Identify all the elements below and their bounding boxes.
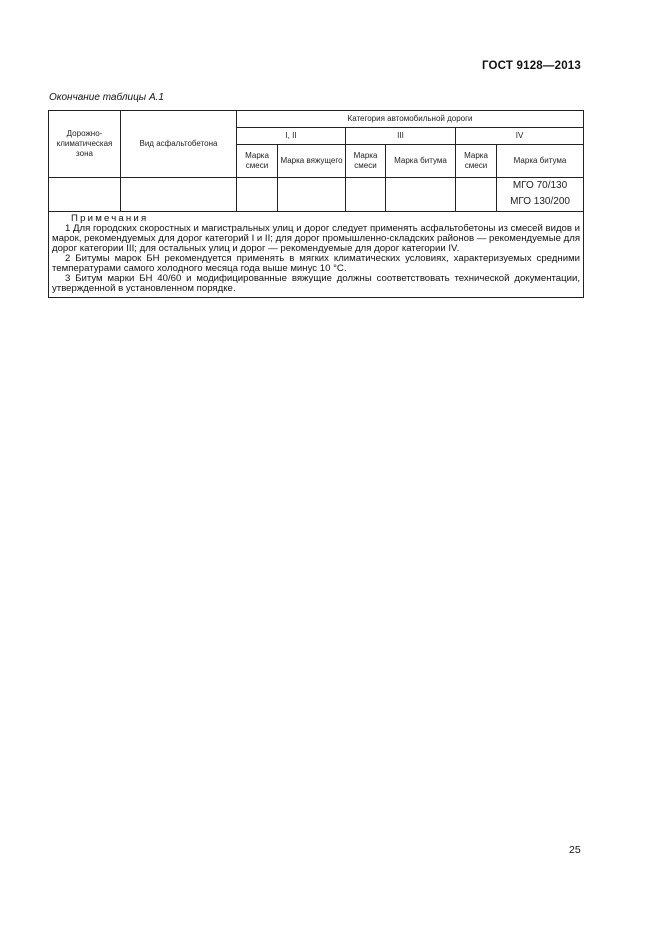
header-asphalt-type: Вид асфальтобетона xyxy=(121,111,237,178)
header-bitumen-grade-1: Марка битума xyxy=(386,145,456,178)
cell-empty xyxy=(386,178,456,212)
bitumen-value: МГО 70/130 xyxy=(512,180,568,191)
cell-bitumen-values xyxy=(497,178,584,212)
header-zone: Дорожно-климатическая зона xyxy=(49,111,121,178)
table-caption: Окончание таблицы А.1 xyxy=(49,92,164,103)
notes-title: Примечания xyxy=(71,213,149,224)
cell-empty xyxy=(278,178,346,212)
bitumen-value: МГО 130/200 xyxy=(510,196,570,207)
asphalt-table xyxy=(48,110,584,298)
cell-empty xyxy=(456,178,497,212)
cell-empty xyxy=(237,178,278,212)
header-category-3: III xyxy=(346,128,456,145)
note-item: 2 Битумы марок БН рекомендуется применять в мягких климатических условиях, характеризуемых средними температурами самого холодного месяца года выше минус 10 °С. xyxy=(52,253,581,274)
header-mix-grade-1: Марка смеси xyxy=(237,145,278,178)
header-road-category: Категория автомобильной дороги xyxy=(237,111,584,128)
cell-empty xyxy=(121,178,237,212)
note-item: 3 Битум марки БН 40/60 и модифицированные вяжущие должны соответствовать технической документации, утвержденной в установленном порядке. xyxy=(52,273,581,294)
notes-block xyxy=(49,212,584,298)
page-number: 25 xyxy=(569,844,581,856)
header-category-4: IV xyxy=(456,128,584,145)
header-mix-grade-3: Марка смеси xyxy=(456,145,497,178)
cell-empty xyxy=(49,178,121,212)
table-row xyxy=(49,178,584,212)
header-category-1-2: I, II xyxy=(237,128,346,145)
header-bitumen-grade-2: Марка битума xyxy=(497,145,584,178)
note-item: 1 Для городских скоростных и магистральных улиц и дорог следует применять асфальтобетоны из смесей видов и марок, рекомендуемых для дорог категорий I и II; для дорог промышленно-складских районов — рекомендуемые для дорог категории III; для остальных улиц и дорог — рекомендуемые для дорог категории IV. xyxy=(52,223,581,254)
standard-code: ГОСТ 9128—2013 xyxy=(481,60,581,72)
header-binder-grade: Марка вяжущего xyxy=(278,145,346,178)
header-mix-grade-2: Марка смеси xyxy=(346,145,386,178)
cell-empty xyxy=(346,178,386,212)
